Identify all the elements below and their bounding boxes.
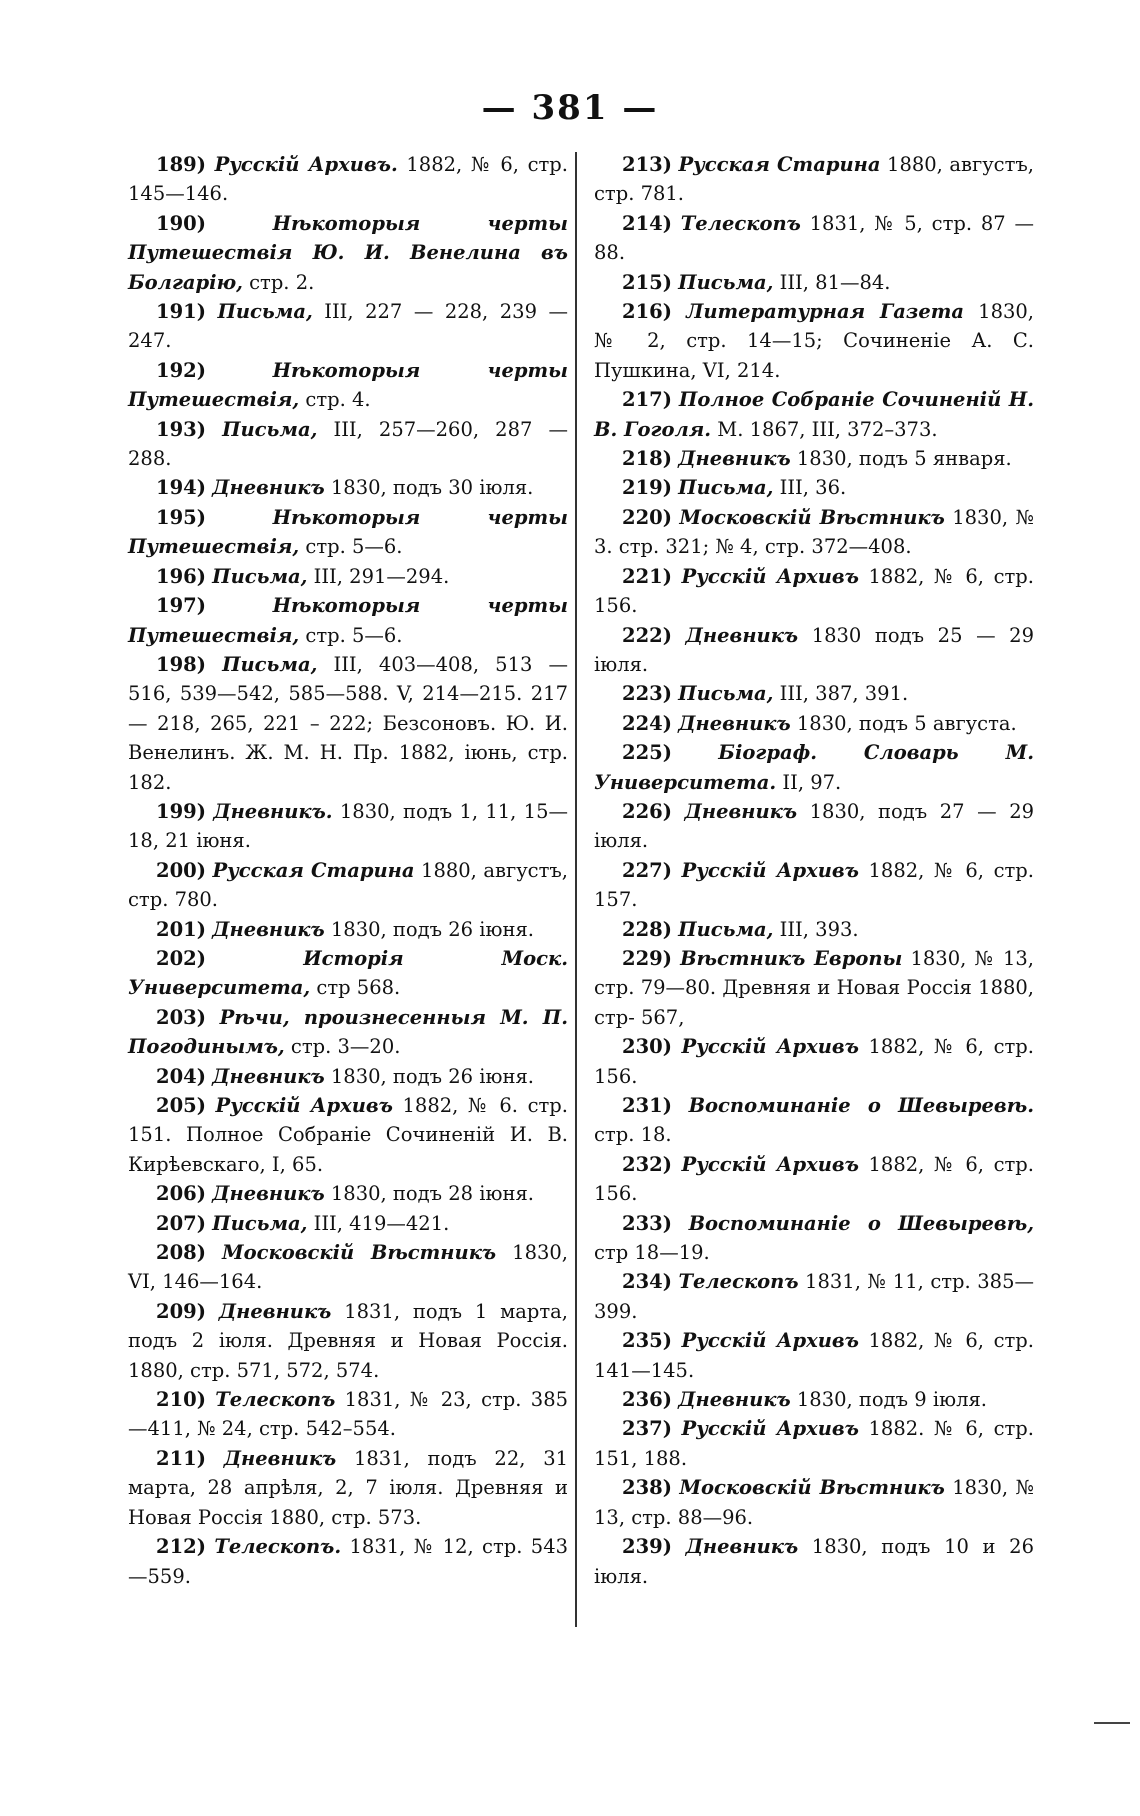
source-title: Русскій Архивъ [681,1417,859,1441]
column-divider [575,152,577,1627]
citation-details: 1830, подъ 1, 11, 15—18, 21 іюня. [128,799,568,853]
footnote-number: 194) [156,476,206,500]
footnote-number: 222) [622,623,672,647]
citation-details: 1831, № 23, стр. 385 —411, № 24, стр. 542–554. [128,1388,569,1441]
citation-details: III, 36. [773,476,847,500]
source-title: Нѣкоторыя черты Путешествія, [128,358,568,412]
source-title: Дневникъ [212,476,325,500]
footnote-entry [128,150,568,209]
citation-details: стр. 18. [594,1123,672,1147]
citation-details: III, 227 — 228, 239 — 247. [128,300,568,353]
footnote-entry [594,944,1034,1032]
footnote-number: 200) [156,858,206,882]
source-title: Дневникъ [685,1535,799,1559]
citation-details: II, 97. [776,770,842,794]
source-title: Письма, [678,270,774,294]
right-column [594,150,1034,1591]
footnote-entry [128,473,568,502]
citation-details: 1830, подъ 26 іюня. [324,1064,534,1088]
source-title: Телескопъ [215,1388,336,1412]
source-title: Телескопъ. [214,1535,342,1559]
footnote-entry [128,1209,568,1238]
footnote-number: 233) [622,1211,672,1235]
footnote-number: 198) [156,652,206,676]
citation-details: 1882. № 6, стр. 151, 188. [594,1417,1034,1470]
citation-details: стр 18—19. [594,1241,710,1265]
source-title: Письма, [217,300,313,324]
footnote-number: 236) [622,1388,672,1412]
source-title: Нѣкоторыя черты Путешествія, [128,505,568,559]
citation-details: 1830, подъ 30 іюля. [324,476,534,500]
footnote-entry [594,1473,1034,1532]
source-title: Русскій Архивъ [215,1094,393,1117]
footnote-number: 231) [622,1094,672,1117]
footnote-entry [128,1532,568,1591]
citation-details: 1880, августъ, стр. 781. [594,153,1035,206]
source-title: Письма, [678,917,774,941]
footnote-number: 196) [156,564,206,588]
footnote-entry [128,915,568,944]
citation-details: 1830, подъ 28 іюня. [324,1182,534,1206]
citation-details: 1830, подъ 10 и 26 іюля. [594,1535,1034,1588]
source-title: Дневникъ [212,1182,325,1206]
source-title: Русскій Архивъ [681,1329,859,1353]
source-title: Полное Собраніе Сочиненій Н. В. Гоголя. [594,388,1035,441]
footnote-number: 218) [622,447,672,471]
footnote-number: 203) [156,1005,206,1029]
footnote-entry [128,1297,568,1385]
footnote-number: 205) [156,1094,206,1117]
source-title: Дневникъ [685,623,799,647]
citation-details: III, 257—260, 287 — 288. [128,417,568,471]
footnote-number: 211) [156,1446,206,1470]
footnote-number: 216) [622,300,672,324]
citation-details: стр. 3—20. [284,1035,401,1059]
footnote-number: 189) [156,153,206,176]
citation-details: 1830, подъ 9 іюля. [790,1388,987,1412]
source-title: Вѣстникъ Европы [680,946,903,970]
footnote-entry [128,797,568,856]
footnote-entry [128,591,568,650]
footnote-number: 235) [622,1329,672,1353]
footnote-number: 191) [156,300,206,324]
citation-details: стр. 2. [242,270,315,294]
left-column [128,150,568,1591]
source-title: Письма, [678,682,774,706]
footnote-entry [594,915,1034,944]
footnote-number: 223) [622,682,672,706]
footnote-entry [594,385,1034,444]
citation-details: 1830, № 13, стр. 88—96. [594,1476,1034,1529]
citation-details: 1831, подъ 1 марта, подъ 2 іюля. Древняя и Новая Россія. 1880, стр. 571, 572, 574. [128,1299,568,1382]
footnote-entry [594,150,1034,209]
citation-details: 1831, № 5, стр. 87 —88. [594,211,1035,265]
footnote-entry [128,503,568,562]
source-title: Телескопъ [678,1270,799,1294]
citation-details: 1882, № 6. стр. 151. Полное Собраніе Сочиненій И. В. Кирѣевскаго, I, 65. [128,1094,568,1176]
citation-details: стр 568. [310,976,401,1000]
footnote-number: 220) [622,505,672,529]
footnote-entry [594,503,1034,562]
source-title: Біограф. Словарь М. Университета. [594,741,1034,794]
citation-details: 1830, № 3. стр. 321; № 4, стр. 372—408. [594,505,1034,559]
source-title: Дневникъ [684,799,798,823]
citation-details: 1882, № 6, стр. 156. [594,1035,1034,1088]
citation-details: 1830, VI, 146—164. [128,1241,568,1294]
source-title: Дневникъ [678,447,791,471]
source-title: Русскій Архивъ [681,1035,859,1059]
citation-details: 1882, № 6, стр. 156. [594,564,1034,618]
footnote-entry [594,297,1034,385]
footnote-entry [128,1091,568,1179]
footnote-entry [128,1003,568,1062]
footnote-entry [594,1091,1034,1150]
citation-details: III, 387, 391. [773,682,909,706]
citation-details: 1882, № 6, стр. 145—146. [128,153,568,206]
footnote-entry [594,1532,1034,1591]
footnote-entry [594,856,1034,915]
source-title: Дневникъ [212,917,325,941]
footnote-number: 193) [156,417,206,441]
citation-details: III, 419—421. [307,1211,450,1235]
footnote-number: 204) [156,1064,206,1088]
source-title: Дневникъ [212,1064,325,1088]
footnote-entry [128,1062,568,1091]
footnote-entry [594,1209,1034,1268]
footnote-entry [594,709,1034,738]
footnote-number: 237) [622,1417,672,1441]
source-title: Письма, [678,476,774,500]
footnote-number: 225) [622,741,672,765]
source-title: Письма, [222,417,318,441]
citation-details: III, 403—408, 513 — 516, 539—542, 585—588. V, 214—215. 217 — 218, 265, 221 – 222; Безсоновъ. Ю. И. Венелинъ. Ж. М. Н. Пр. 1882, іюнь, стр. 182. [128,652,568,794]
footnote-entry [594,1150,1034,1209]
footnote-number: 190) [156,211,206,235]
footnote-entry [128,356,568,415]
footnote-number: 195) [156,505,206,529]
source-title: Нѣкоторыя черты Путешествія, [128,594,568,647]
citation-details: III, 291—294. [307,564,450,588]
source-title: Воспоминаніе о Шевыревѣ, [688,1211,1035,1235]
footnote-entry [128,1385,568,1444]
footnote-entry [594,268,1034,297]
source-title: Русскій Архивъ. [214,153,398,176]
citation-details: III, 81—84. [773,270,891,294]
citation-details: 1830, подъ 5 января. [790,447,1012,471]
source-title: Русская Старина [212,858,415,882]
footnote-entry [594,1032,1034,1091]
footnote-number: 221) [622,564,672,588]
footnote-entry [594,1326,1034,1385]
source-title: Дневникъ [223,1446,337,1470]
footnote-number: 238) [622,1476,672,1500]
citation-details: 1830 подъ 25 — 29 іюля. [594,623,1034,676]
footer-dash [1094,1722,1130,1724]
footnote-entry [128,944,568,1003]
footnote-number: 197) [156,594,206,618]
source-title: Московскій Вѣстникъ [679,505,945,529]
source-title: Русскій Архивъ [681,858,859,882]
footnote-number: 234) [622,1270,672,1294]
citation-details: 1831, подъ 22, 31 марта, 28 апрѣля, 2, 7 іюля. Древняя и Новая Россія 1880, стр. 573. [128,1446,569,1529]
footnote-number: 212) [156,1535,206,1559]
footnote-entry [594,1385,1034,1414]
citation-details: 1831, № 11, стр. 385—399. [594,1270,1034,1323]
footnote-number: 202) [156,946,206,970]
footnote-number: 214) [622,211,672,235]
footnote-entry [594,1267,1034,1326]
citation-details: 1830, № 2, стр. 14—15; Сочиненіе А. С. Пушкина, VI, 214. [594,300,1034,382]
source-title: Исторія Моск. Университета, [128,946,568,1000]
footnote-number: 217) [622,388,672,412]
source-title: Московскій Вѣстникъ [679,1476,945,1500]
source-title: Дневникъ [218,1299,332,1323]
citation-details: 1830, подъ 5 августа. [790,711,1017,735]
footnote-entry [128,1179,568,1208]
citation-details: III, 393. [773,917,859,941]
footnote-number: 224) [622,711,672,735]
footnote-number: 215) [622,270,672,294]
footnote-number: 201) [156,917,206,941]
footnote-number: 232) [622,1152,672,1176]
footnote-entry [128,562,568,591]
footnote-entry [128,297,568,356]
footnote-entry [128,415,568,474]
source-title: Письма, [222,652,318,676]
citation-details: 1831, № 12, стр. 543 —559. [128,1535,569,1588]
footnote-number: 213) [622,153,672,176]
footnote-entry [594,738,1034,797]
footnote-number: 229) [622,946,672,970]
footnote-entry [594,209,1034,268]
citation-details: 1830, № 13, стр. 79—80. Древняя и Новая Россія 1880, стр- 567, [594,946,1034,1029]
citation-details: 1882, № 6, стр. 141—145. [594,1329,1034,1382]
source-title: Московскій Вѣстникъ [222,1241,497,1265]
footnote-entry [128,209,568,297]
source-title: Русская Старина [678,153,881,176]
citation-details: 1880, августъ, стр. 780. [128,858,569,912]
source-title: Письма, [212,564,308,588]
footnote-number: 208) [156,1241,206,1265]
source-title: Дневникъ [678,711,791,735]
footnote-number: 226) [622,799,672,823]
footnote-entry [594,473,1034,502]
footnote-entry [594,444,1034,473]
source-title: Рѣчи, произнесенныя М. П. Погодинымъ, [128,1005,568,1059]
footnote-number: 227) [622,858,672,882]
footnote-number: 199) [156,799,206,823]
citation-details: стр. 5—6. [299,623,403,647]
footnote-number: 207) [156,1211,206,1235]
source-title: Телескопъ [680,211,801,235]
footnote-entry [128,1238,568,1297]
source-title: Русскій Архивъ [681,564,859,588]
source-title: Дневникъ [678,1388,791,1412]
citation-details: М. 1867, III, 372–373. [711,417,938,441]
citation-details: стр. 4. [299,388,371,412]
citation-details: 1882, № 6, стр. 157. [594,858,1034,912]
source-title: Воспоминаніе о Шевыревѣ. [688,1094,1035,1117]
footnote-entry [128,1444,568,1532]
footnote-number: 230) [622,1035,672,1059]
footnote-number: 219) [622,476,672,500]
footnote-number: 206) [156,1182,206,1206]
footnote-number: 192) [156,358,206,382]
citation-details: 1882, № 6, стр. 156. [594,1152,1034,1206]
source-title: Нѣкоторыя черты Путешествія Ю. И. Венелина въ Болгарію, [128,211,568,294]
source-title: Письма, [212,1211,308,1235]
source-title: Литературная Газета [686,300,965,324]
footnote-entry [594,1414,1034,1473]
footnote-entry [594,679,1034,708]
source-title: Русскій Архивъ [681,1152,859,1176]
page-number: — 381 — [481,88,659,128]
source-title: Дневникъ. [213,799,333,823]
footnote-entry [128,650,568,797]
footnote-entry [594,562,1034,621]
footnote-number: 239) [622,1535,672,1559]
footnote-number: 210) [156,1388,206,1412]
citation-details: 1830, подъ 27 — 29 іюля. [594,799,1035,853]
citation-details: стр. 5—6. [299,535,403,559]
footnote-number: 209) [156,1299,206,1323]
footnote-number: 228) [622,917,672,941]
footnote-entry [594,797,1034,856]
footnote-entry [594,621,1034,680]
citation-details: 1830, подъ 26 іюня. [324,917,534,941]
footnote-entry [128,856,568,915]
